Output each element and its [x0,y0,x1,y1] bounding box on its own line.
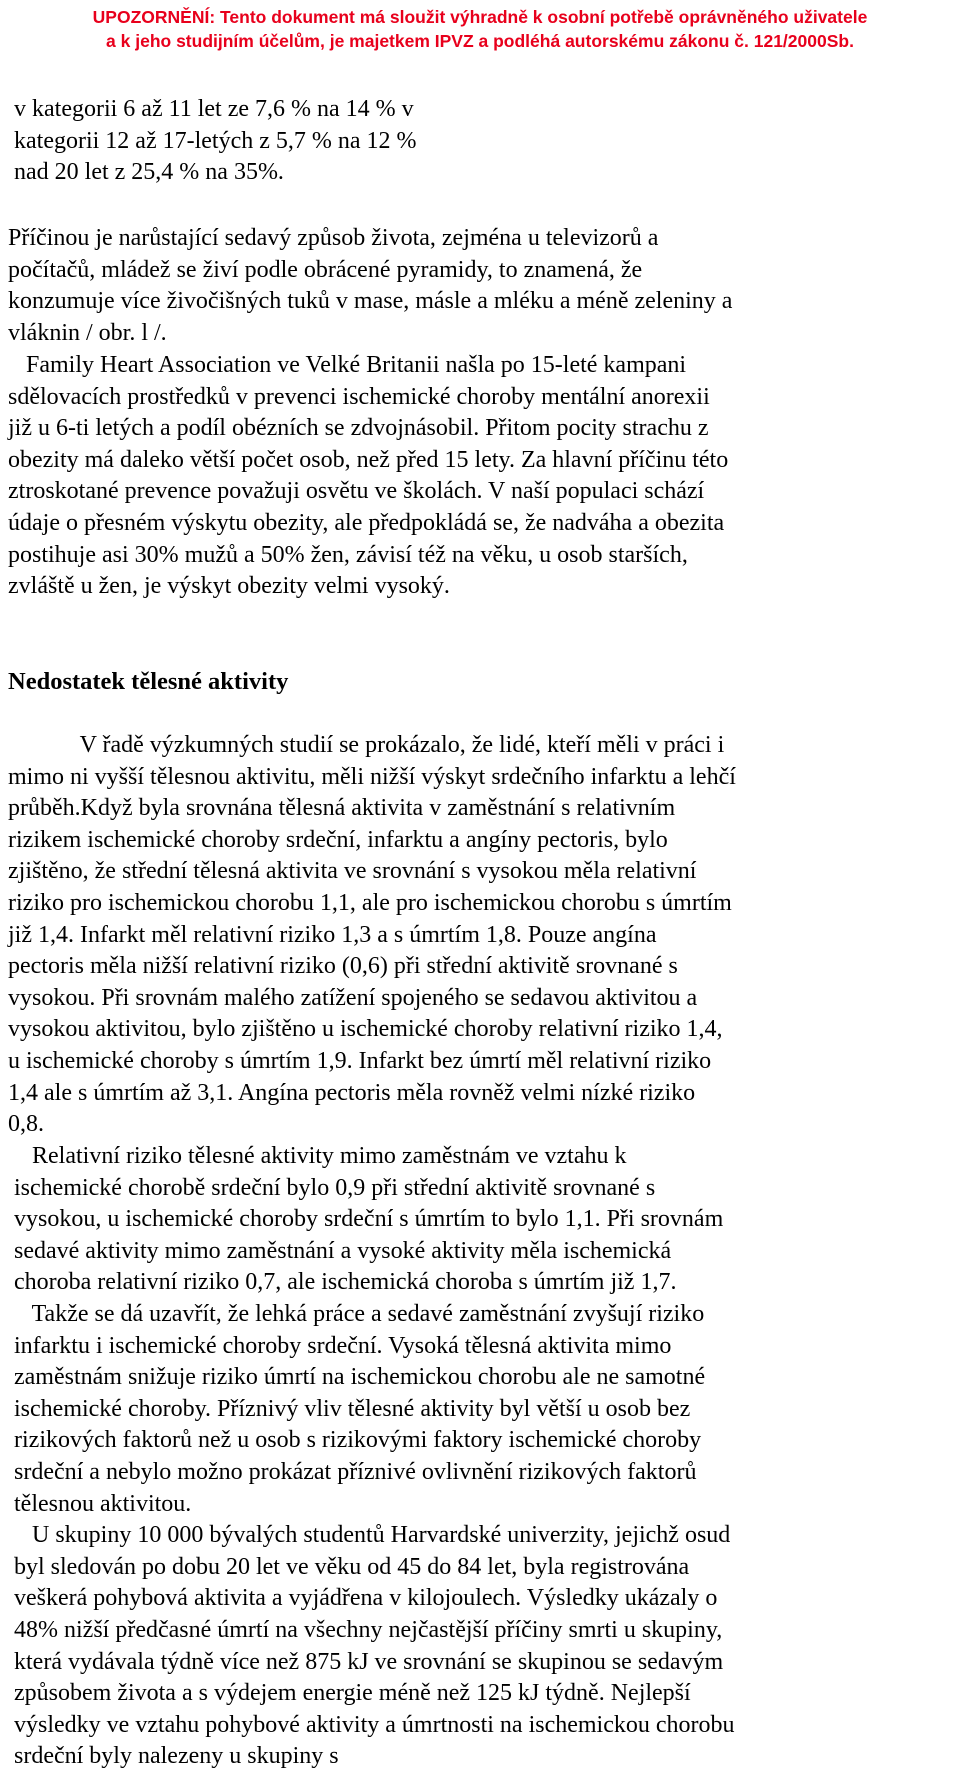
text-line: sdělovacích prostředků v prevenci ischemické choroby mentální anorexii [8,383,710,410]
text-line: sedavé aktivity mimo zaměstnání a vysoké aktivity měla ischemická [8,1237,672,1264]
text-line: již 1,4. Infarkt měl relativní riziko 1,3 a s úmrtím 1,8. Pouze angína [8,921,657,948]
text-line: u ischemické choroby s úmrtím 1,9. Infarkt bez úmrtí měl relativní riziko [8,1047,712,1074]
text-line: srdeční a nebylo možno prokázat příznivé ovlivnění rizikových faktorů [8,1458,697,1485]
text-line: počítačů, mládež se živí podle obrácené pyramidy, to znamená, že [8,256,643,283]
text-line: Relativní riziko tělesné aktivity mimo zaměstnám ve vztahu k [8,1143,627,1169]
paragraph-causes [8,223,952,349]
text-line: zvláště u žen, je výskyt obezity velmi vysoký. [8,573,450,600]
text-line: obezity má daleko větší počet osob, než před 15 lety. Za hlavní příčinu této [8,446,729,473]
text-line: pectoris měla nižší relativní riziko (0,6) při střední aktivitě srovnané s [8,953,678,980]
text-line: která vydávala týdně více než 875 kJ ve srovnání se skupinou se sedavým [8,1648,724,1675]
text-line: způsobem života a s výdejem energie méně než 125 kJ týdně. Nejlepší [8,1680,691,1707]
section-heading: Nedostatek tělesné aktivity [8,668,289,695]
paragraph-physical-activity-studies [8,730,952,1141]
text-line: vysokou. Při srovnám malého zatížení spojeného se sedavou aktivitou a [8,984,698,1011]
text-line: srdeční byly nalezeny u skupiny s [8,1743,339,1770]
text-line: mimo ni vyšší tělesnou aktivitu, měli nižší výskyt srdečního infarktu a lehčí [8,763,736,790]
text-line: ischemické chorobě srdeční bylo 0,9 při střední aktivitě srovnané s [8,1174,656,1201]
text-line: údaje o přesném výskytu obezity, ale předpokládá se, že nadváha a obezita [8,509,725,536]
text-line: zaměstnám snižuje riziko úmrtí na ischemickou chorobu ale ne samotné [8,1364,706,1391]
paragraph-relative-risk [8,1141,952,1773]
text-line: tělesnou aktivitou. [8,1490,192,1517]
text-line: Takže se dá uzavřít, že lehká práce a sedavé zaměstnání zvyšují riziko [8,1300,705,1327]
text-line: vysokou, u ischemické choroby srdeční s úmrtím to bylo 1,1. Při srovnám [8,1206,724,1233]
text-line: riziko pro ischemickou chorobu 1,1, ale pro ischemickou chorobu s úmrtím [8,889,732,916]
text-line: vysokou aktivitou, bylo zjištěno u ischemické choroby relativní riziko 1,4, [8,1016,723,1043]
paragraph-family-heart-association [8,350,952,603]
text-line: průběh.Když byla srovnána tělesná aktivita v zaměstnání s relativním [8,795,676,822]
text-line: 48% nižší předčasné úmrtí na všechny nejčastější příčiny smrti u skupiny, [8,1616,723,1643]
copyright-warning [0,5,960,53]
text-line: kategorii 12 až 17-letých z 5,7 % na 12 % [8,127,417,154]
text-line: choroba relativní riziko 0,7, ale ischemická choroba s úmrtím již 1,7. [8,1269,677,1296]
text-line: konzumuje více živočišných tuků v mase, másle a mléku a méně zeleniny a [8,288,733,315]
text-line: již u 6-ti letých a podíl obézních se zdvojnásobil. Přitom pocity strachu z [8,415,709,442]
text-line: zjištěno, že střední tělesná aktivita ve srovnání s vysokou měla relativní [8,858,697,885]
text-line: 1,4 ale s úmrtím až 3,1. Angína pectoris měla rovněž velmi nízké riziko [8,1079,696,1106]
warning-line-2: a k jeho studijním účelům, je majetkem IPVZ a podléhá autorskému zákonu č. 121/2000Sb. [106,31,854,51]
text-line: veškerá pohybová aktivita a vyjádřena v kilojoulech. Výsledky ukázaly o [8,1585,718,1612]
text-line: infarktu i ischemické choroby srdeční. Vysoká tělesná aktivita mimo [8,1332,672,1359]
paragraph-obesity-stats [8,94,952,189]
text-line: výsledky ve vztahu pohybové aktivity a úmrtnosti na ischemickou chorobu [8,1711,735,1738]
text-line: rizikem ischemické choroby srdeční, infarktu a angíny pectoris, bylo [8,826,668,853]
text-line: V řadě výzkumných studií se prokázalo, že lidé, kteří měli v práci i [8,732,725,758]
text-line: nad 20 let z 25,4 % na 35%. [8,159,284,186]
text-line: ztroskotané prevence považuji osvětu ve školách. V naší populaci schází [8,478,705,505]
text-line: Příčinou je narůstající sedavý způsob života, zejména u televizorů a [8,225,659,251]
text-line: ischemické choroby. Příznivý vliv tělesné aktivity byl větší u osob bez [8,1395,691,1422]
text-line: rizikových faktorů než u osob s rizikovými faktory ischemické choroby [8,1427,702,1454]
text-line: U skupiny 10 000 bývalých studentů Harvardské univerzity, jejichž osud [8,1522,731,1549]
text-line: v kategorii 6 až 11 let ze 7,6 % na 14 % v [8,96,414,122]
text-line: vláknin / obr. l /. [8,319,167,346]
text-line: postihuje asi 30% mužů a 50% žen, závisí též na věku, u osob starších, [8,541,688,568]
text-line: byl sledován po dobu 20 let ve věku od 45 do 84 let, byla registrována [8,1553,690,1580]
warning-line-1: UPOZORNĚNÍ: Tento dokument má sloužit výhradně k osobní potřebě oprávněného uživatele [92,7,868,27]
text-line: 0,8. [8,1111,44,1138]
text-line: Family Heart Association ve Velké Britanii našla po 15-leté kampani [8,352,687,378]
